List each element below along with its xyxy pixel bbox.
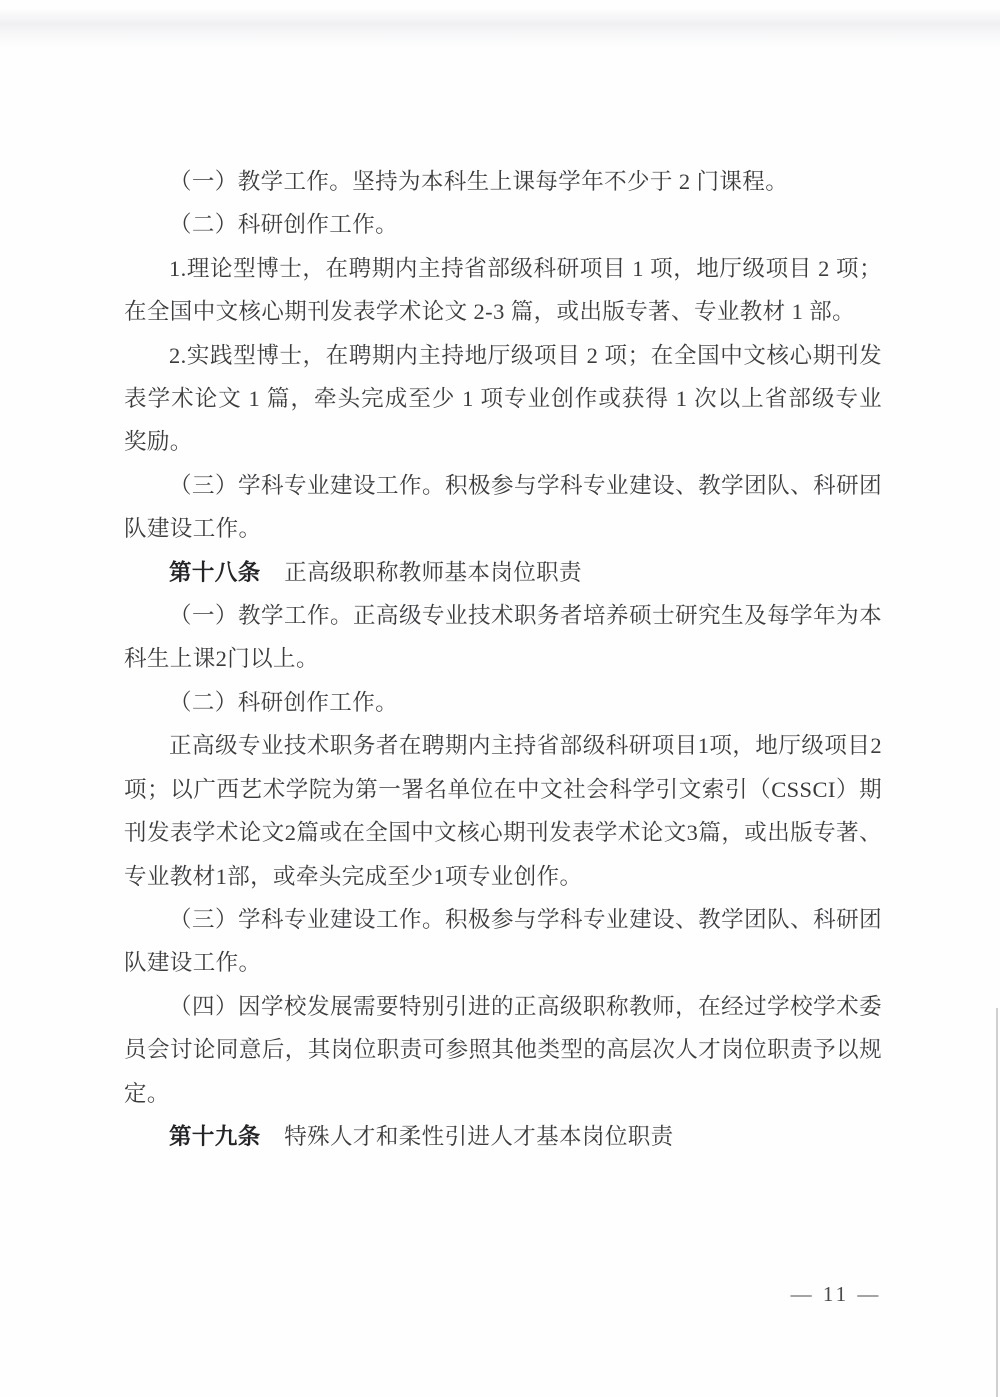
- document-body: [124, 160, 882, 1158]
- item-theoretical-doctor: 1.理论型博士，在聘期内主持省部级科研项目 1 项，地厅级项目 2 项；在全国中文核心期刊发表学术论文 2-3 篇，或出版专著、专业教材 1 部。: [124, 255, 882, 325]
- article-18-number: 第十八条: [169, 559, 261, 585]
- clause-research-creation-work: （二）科研创作工作。: [169, 212, 399, 238]
- clause-special-introduction: （四）因学校发展需要特别引进的正高级职称教师，在经过学校学术委员会讨论同意后，其岗位职责可参照其他类型的高层次人才岗位职责予以规定。: [124, 993, 882, 1106]
- clause-senior-teaching-work: （一）教学工作。正高级专业技术职务者培养硕士研究生及每学年为本科生上课2门以上。: [124, 603, 882, 672]
- article-19-heading: [124, 1115, 882, 1158]
- article-18-heading: [124, 551, 882, 594]
- clause-senior-discipline-construction: （三）学科专业建设工作。积极参与学科专业建设、教学团队、科研团队建设工作。: [124, 906, 882, 976]
- article-18-title: 正高级职称教师基本岗位职责: [284, 559, 582, 585]
- scan-artifact-band: [0, 8, 1000, 48]
- item-senior-research-requirements: 正高级专业技术职务者在聘期内主持省部级科研项目1项，地厅级项目2项；以广西艺术学院为第一署名单位在中文社会科学引文索引（CSSCI）期刊发表学术论文2篇或在全国中文核心期刊发表学术论文3篇，或出版专著、专业教材1部，或牵头完成至少1项专业创作。: [124, 733, 882, 889]
- clause-teaching-work: （一）教学工作。坚持为本科生上课每学年不少于 2 门课程。: [169, 169, 789, 194]
- article-19-title: 特殊人才和柔性引进人才基本岗位职责: [284, 1123, 674, 1149]
- item-practical-doctor: 2.实践型博士，在聘期内主持地厅级项目 2 项；在全国中文核心期刊发表学术论文 1 篇，牵头完成至少 1 项专业创作或获得 1 次以上省部级专业奖励。: [124, 342, 882, 455]
- page-number: — 11 —: [790, 1282, 882, 1306]
- scan-artifact-edge: [996, 1008, 998, 1397]
- article-19-number: 第十九条: [169, 1123, 261, 1149]
- clause-senior-research-creation: （二）科研创作工作。: [169, 689, 399, 715]
- clause-discipline-construction: （三）学科专业建设工作。积极参与学科专业建设、教学团队、科研团队建设工作。: [124, 472, 882, 542]
